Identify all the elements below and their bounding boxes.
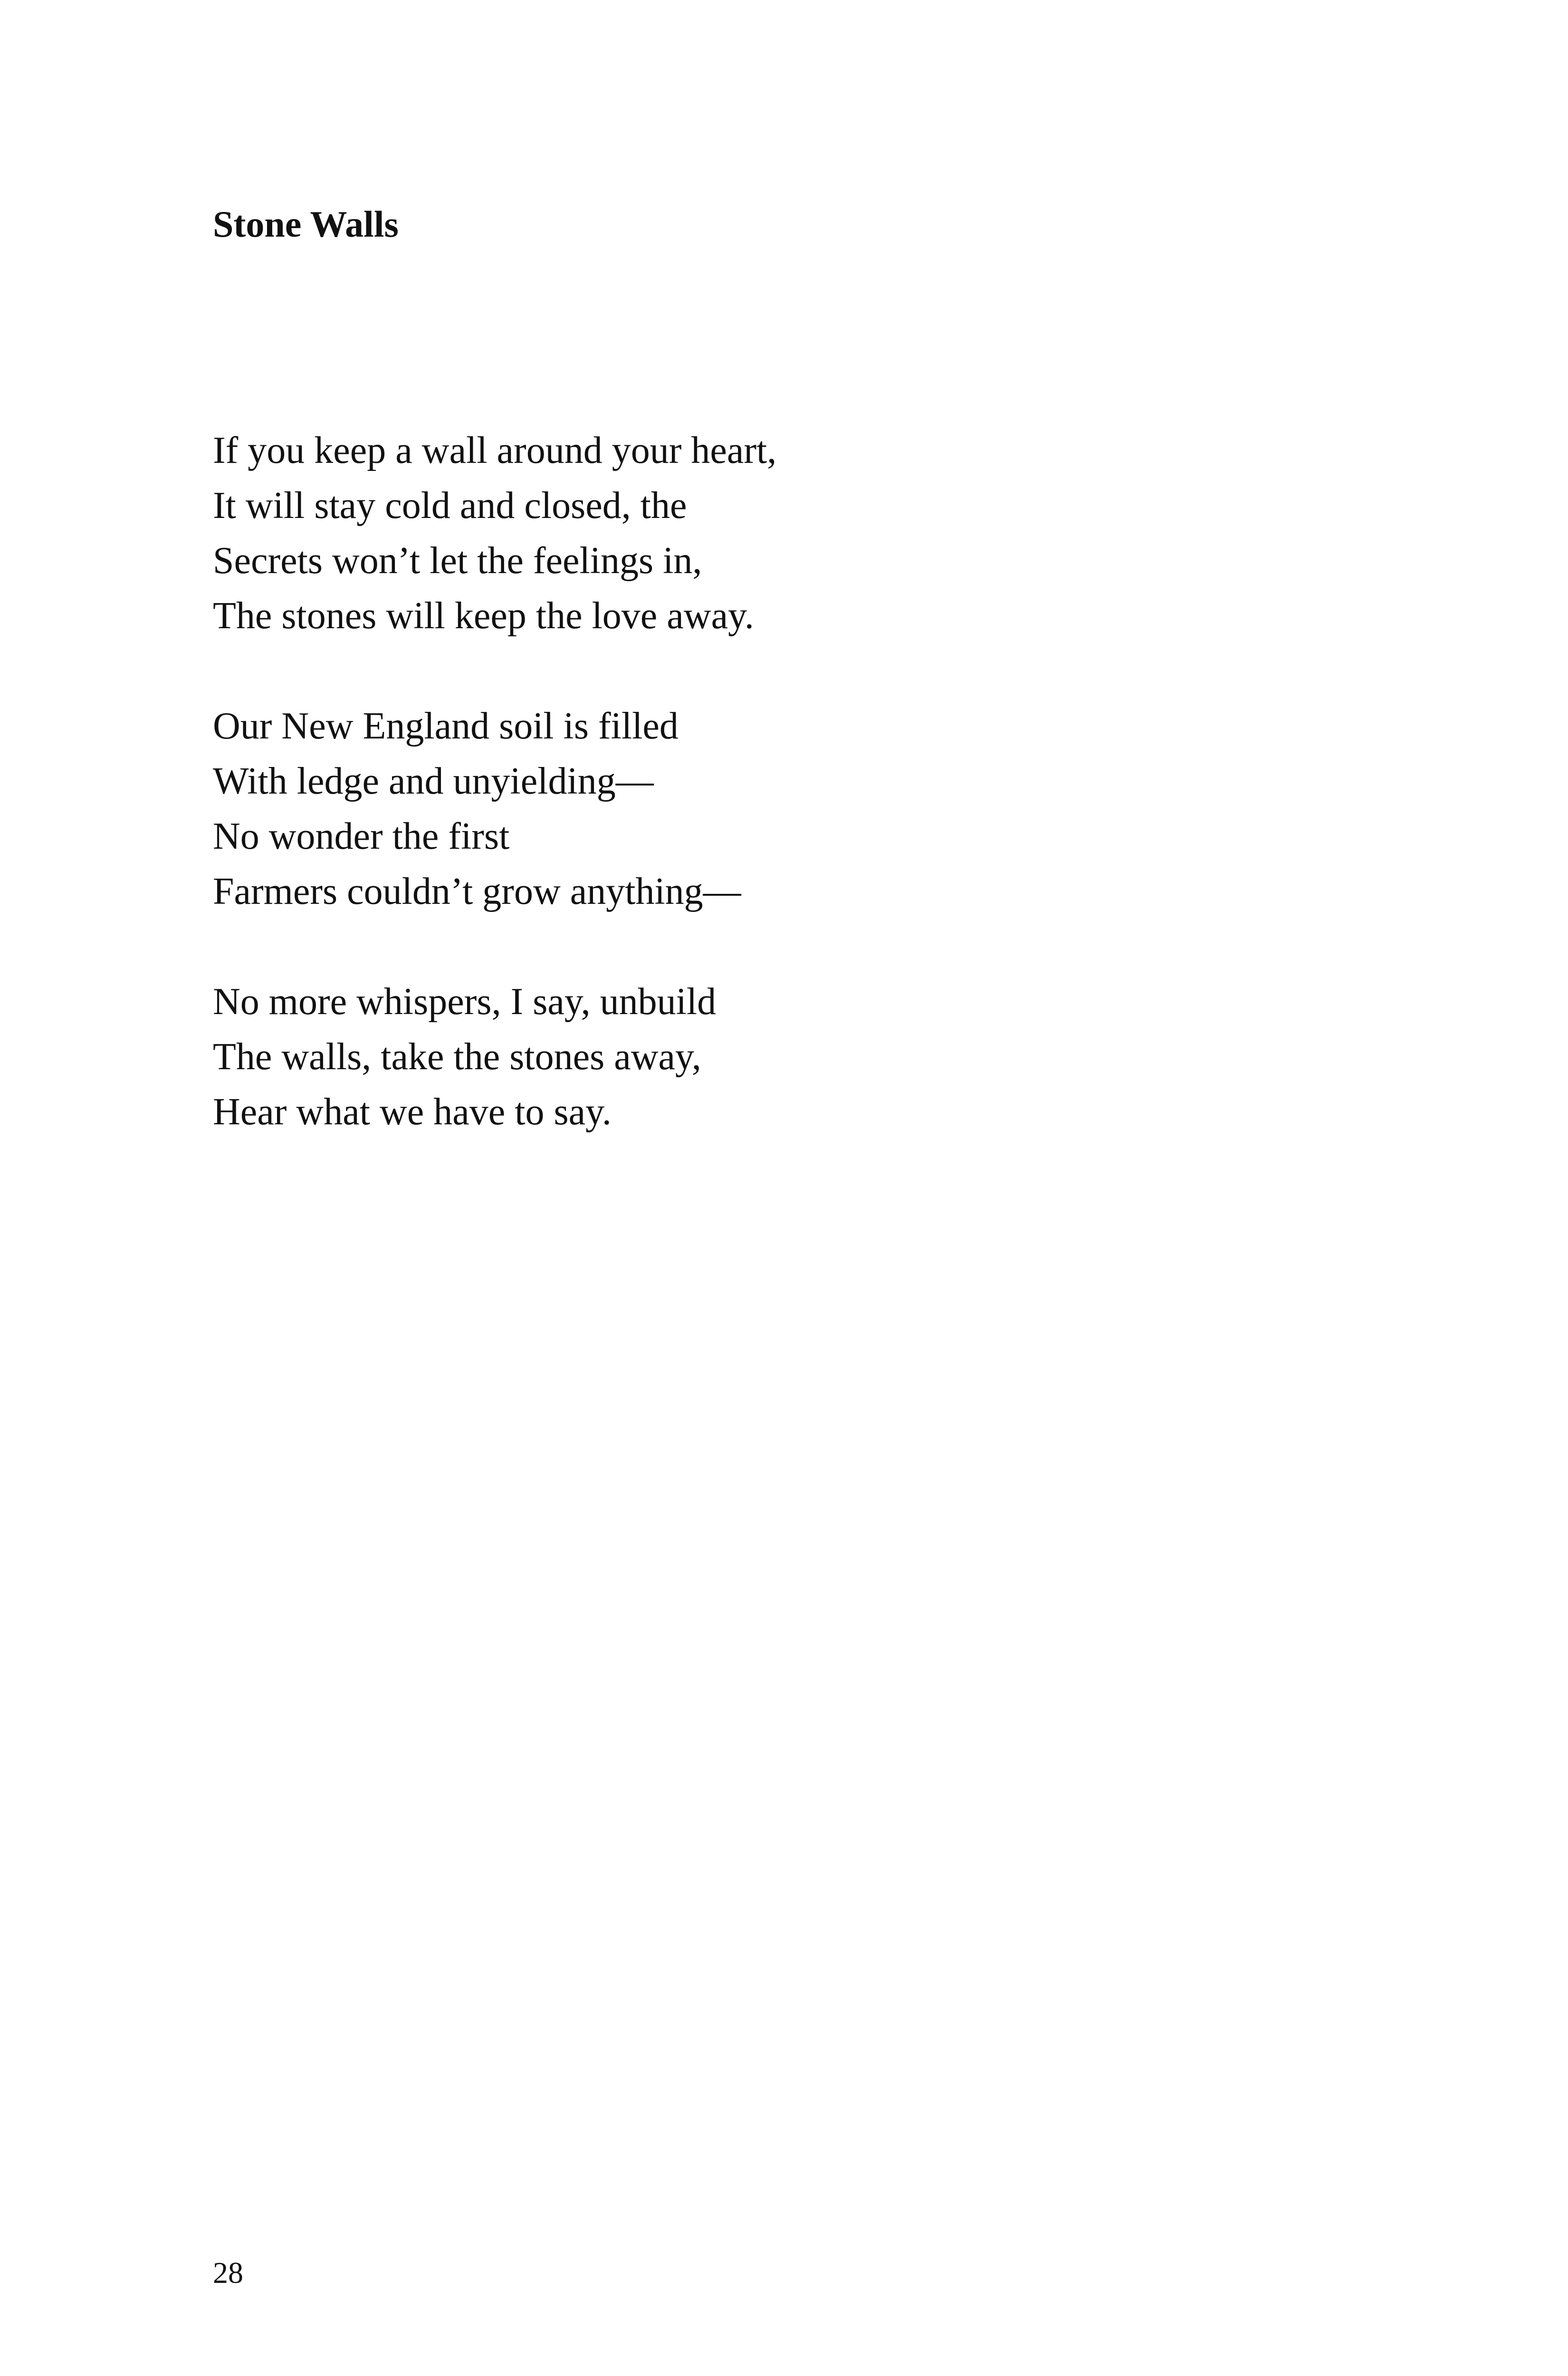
stanza-2	[213, 699, 776, 919]
page-number: 28	[213, 2256, 243, 2290]
poem-line: It will stay cold and closed, the	[213, 485, 687, 527]
poem-line: The stones will keep the love away.	[213, 595, 754, 637]
poem-line: No more whispers, I say, unbuild	[213, 981, 717, 1023]
poem-line: With ledge and unyielding—	[213, 760, 654, 802]
poem-line: Secrets won’t let the feelings in,	[213, 540, 702, 582]
poem-title: Stone Walls	[213, 203, 399, 245]
poem-body	[213, 423, 776, 1140]
poem-line: The walls, take the stones away,	[213, 1036, 701, 1078]
stanza-1	[213, 423, 776, 643]
poem-line: Farmers couldn’t grow anything—	[213, 871, 741, 912]
poem-line: No wonder the first	[213, 815, 510, 857]
poem-line: Our New England soil is filled	[213, 705, 679, 747]
poem-line: Hear what we have to say.	[213, 1091, 612, 1133]
stanza-3	[213, 974, 776, 1140]
poem-line: If you keep a wall around your heart,	[213, 430, 777, 471]
